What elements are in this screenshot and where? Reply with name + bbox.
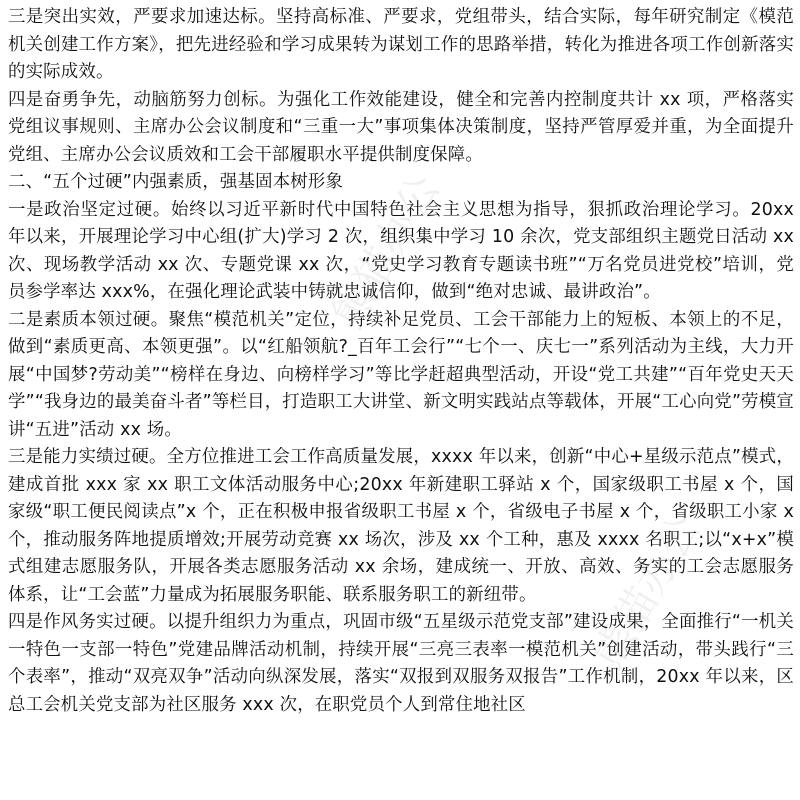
- paragraph-strive-ahead: 四是奋勇争先，动脑筋努力创标。为强化工作效能建设，健全和完善内控制度共计 xx 项，严格落实党组议事规则、主席办公会议制度和“三重一大”事项集体决策制度，坚持严管厚爱并重，为全面提升党组、主席办公会议质效和工会干部履职水平提供制度保障。: [8, 89, 794, 165]
- watermark: 熊猫办公: [322, 166, 450, 337]
- paragraph-practical-results: 三是突出实效，严要求加速达标。坚持高标准、严要求，党组带头，结合实际，每年研究制定《模范机关创建工作方案》，把先进经验和学习成果转为谋划工作的思路举措，转化为推进各项工作创新落实的实际成效。: [8, 7, 794, 82]
- paragraph-ability-performance: 三是能力实绩过硬。全方位推进工会工作高质量发展，xxxx 年以来，创新“中心+星级示范点”模式，建成首批 xxx 家 xx 职工文体活动服务中心;20xx 年新建职工驿站 x 个，国家级职工书屋 x 个，国家级“职工便民阅读点”x 个，正在积极申报省级职工书屋 x 个，省级电子书屋 x 个，省级职工小家 x 个，推动服务阵地提质增效;开展劳动竞赛 xx 场次，涉及 xx 个工种，惠及 xxxx 名职工;以“x+x”模式组建志愿服务队，开展各类志愿服务活动 xx 余场，建成统一、开放、高效、务实的工会志愿服务体系，让“工会蓝”力量成为拓展服务职能、联系服务职工的新纽带。: [8, 447, 794, 605]
- paragraph-work-style: 四是作风务实过硬。以提升组织力为重点，巩固市级“五星级示范党支部”建设成果，全面推行“一机关一特色一支部一特色”党建品牌活动机制，持续开展“三亮三表率一模范机关”创建活动，带头践行“三个表率”，推动“双亮双争”活动向纵深发展，落实“双报到双服务双报告”工作机制，20xx 年以来，区总工会机关党支部为社区服务 xxx 次，在职党员个人到常住地社区: [8, 612, 794, 715]
- paragraph-quality-skills: 二是素质本领过硬。聚焦“模范机关”定位，持续补足党员、工会干部能力上的短板、本领上的不足，做到“素质更高、本领更强”。以“红船领航?_百年工会行”“七个一、庆七一”系列活动为主线，大力开展“中国梦?劳动美”“榜样在身边、向榜样学习”等比学赶超典型活动，开设“党工共建”“百年党史天天学”“我身边的最美奋斗者”等栏目，打造职工大讲堂、新文明实践站点等载体，开展“工心向党”劳模宣讲“五进”活动 xx 场。: [8, 309, 794, 440]
- section-heading-five-solid: 二、“五个过硬”内强素质，强基固本树形象: [8, 172, 344, 192]
- watermark: 熊猫办公: [582, 506, 710, 677]
- paragraph-political-firmness: 一是政治坚定过硬。始终以习近平新时代中国特色社会主义思想为指导，狠抓政治理论学习。20xx 年以来，开展理论学习中心组(扩大)学习 2 次，组织集中学习 10 余次，党支部组织主题党日活动 xx 次、现场教学活动 xx 次、专题党课 xx 次，“党史学习教育专题读书班”“万名党员进党校”培训，党员参学率达 xxx%，在强化理论武装中铸就忠诚信仰，做到“绝对忠诚、最讲政治”。: [8, 199, 794, 302]
